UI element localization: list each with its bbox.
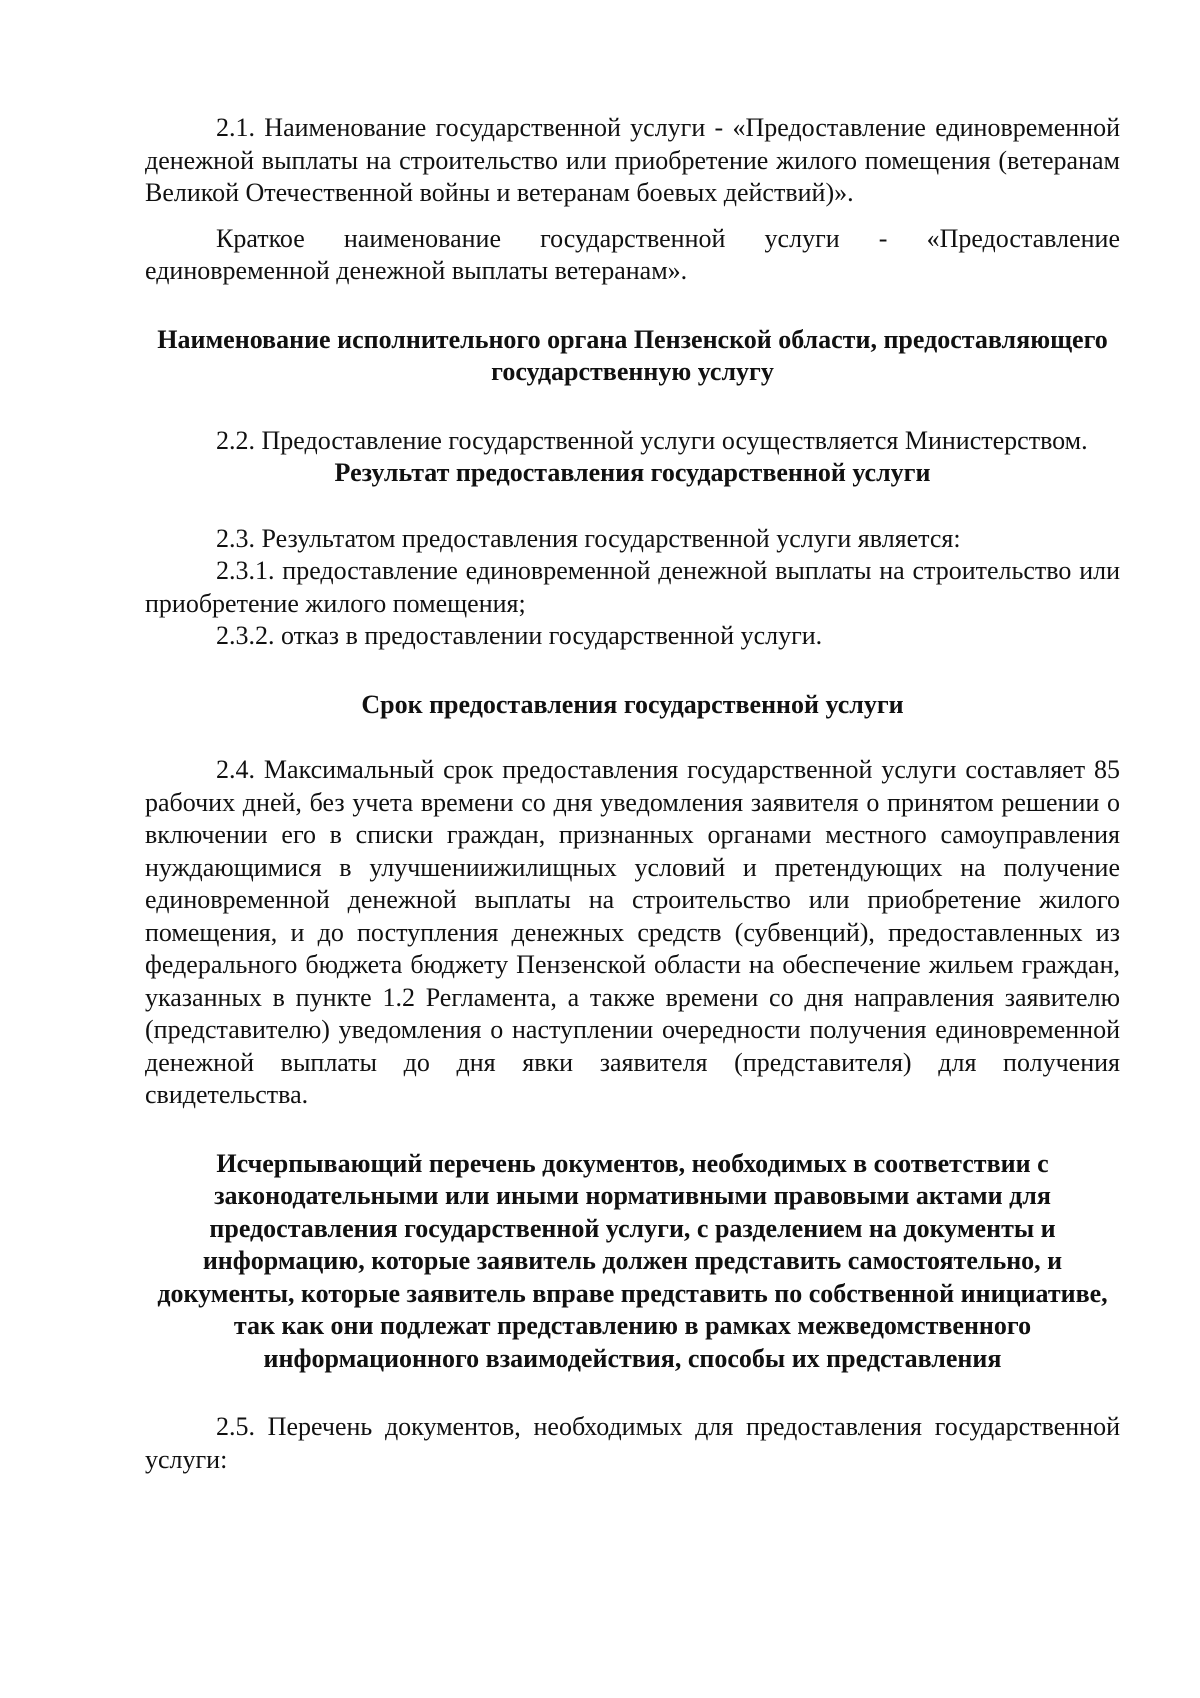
heading-term: Срок предоставления государственной услуги [361, 689, 904, 719]
heading-documents-list: Исчерпывающий перечень документов, необходимых в соответствии с законодательными или иными нормативными правовыми актами для предоставления государственной услуги, с разделением на документы и информацию, которые заявитель должен представить самостоятельно, и документы, которые заявитель вправе представить по собственной инициативе, так как они подлежат представлению в рамках межведомственного информационного взаимодействия, способы их представления [157, 1148, 1108, 1373]
paragraph-short-name: Краткое наименование государственной услуги - «Предоставление единовременной денежной выплаты ветеранам». [145, 223, 1120, 285]
paragraph-2-3-1: 2.3.1. предоставление единовременной денежной выплаты на строительство или приобретение жилого помещения; [145, 556, 1120, 618]
heading-executive-organ: Наименование исполнительного органа Пензенской области, предоставляющего государственную услугу [157, 324, 1108, 386]
paragraph-2-5: 2.5. Перечень документов, необходимых для предоставления государственной услуги: [145, 1412, 1120, 1474]
paragraph-2-4: 2.4. Максимальный срок предоставления государственной услуги составляет 85 рабочих дней, без учета времени со дня уведомления заявителя о принятом решении о включении его в списки граждан, признанных органами местного самоуправления нуждающимися в улучшениижилищных условий и претендующих на получение единовременной денежной выплаты на строительство или приобретение жилого помещения, и до поступления денежных средств (субвенций), предоставленных из федерального бюджета бюджету Пензенской области на обеспечение жильем граждан, указанных в пункте 1.2 Регламента, а также времени со дня направления заявителю (представителю) уведомления о наступлении очередности получения единовременной денежной выплаты до дня явки заявителя (представителя) для получения свидетельства. [145, 755, 1120, 1109]
paragraph-2-3: 2.3. Результатом предоставления государственной услуги является: [216, 523, 961, 553]
document-body [145, 112, 1120, 1476]
paragraph-2-3-2: 2.3.2. отказ в предоставлении государственной услуги. [216, 621, 823, 650]
heading-result: Результат предоставления государственной услуги [334, 458, 931, 487]
paragraph-2-2: 2.2. Предоставление государственной услуги осуществляется Министерством. [216, 425, 1088, 455]
paragraph-2-1: 2.1. Наименование государственной услуги - «Предоставление единовременной денежной выплаты на строительство или приобретение жилого помещения (ветеранам Великой Отечественной войны и ветеранам боевых действий)». [145, 113, 1120, 207]
